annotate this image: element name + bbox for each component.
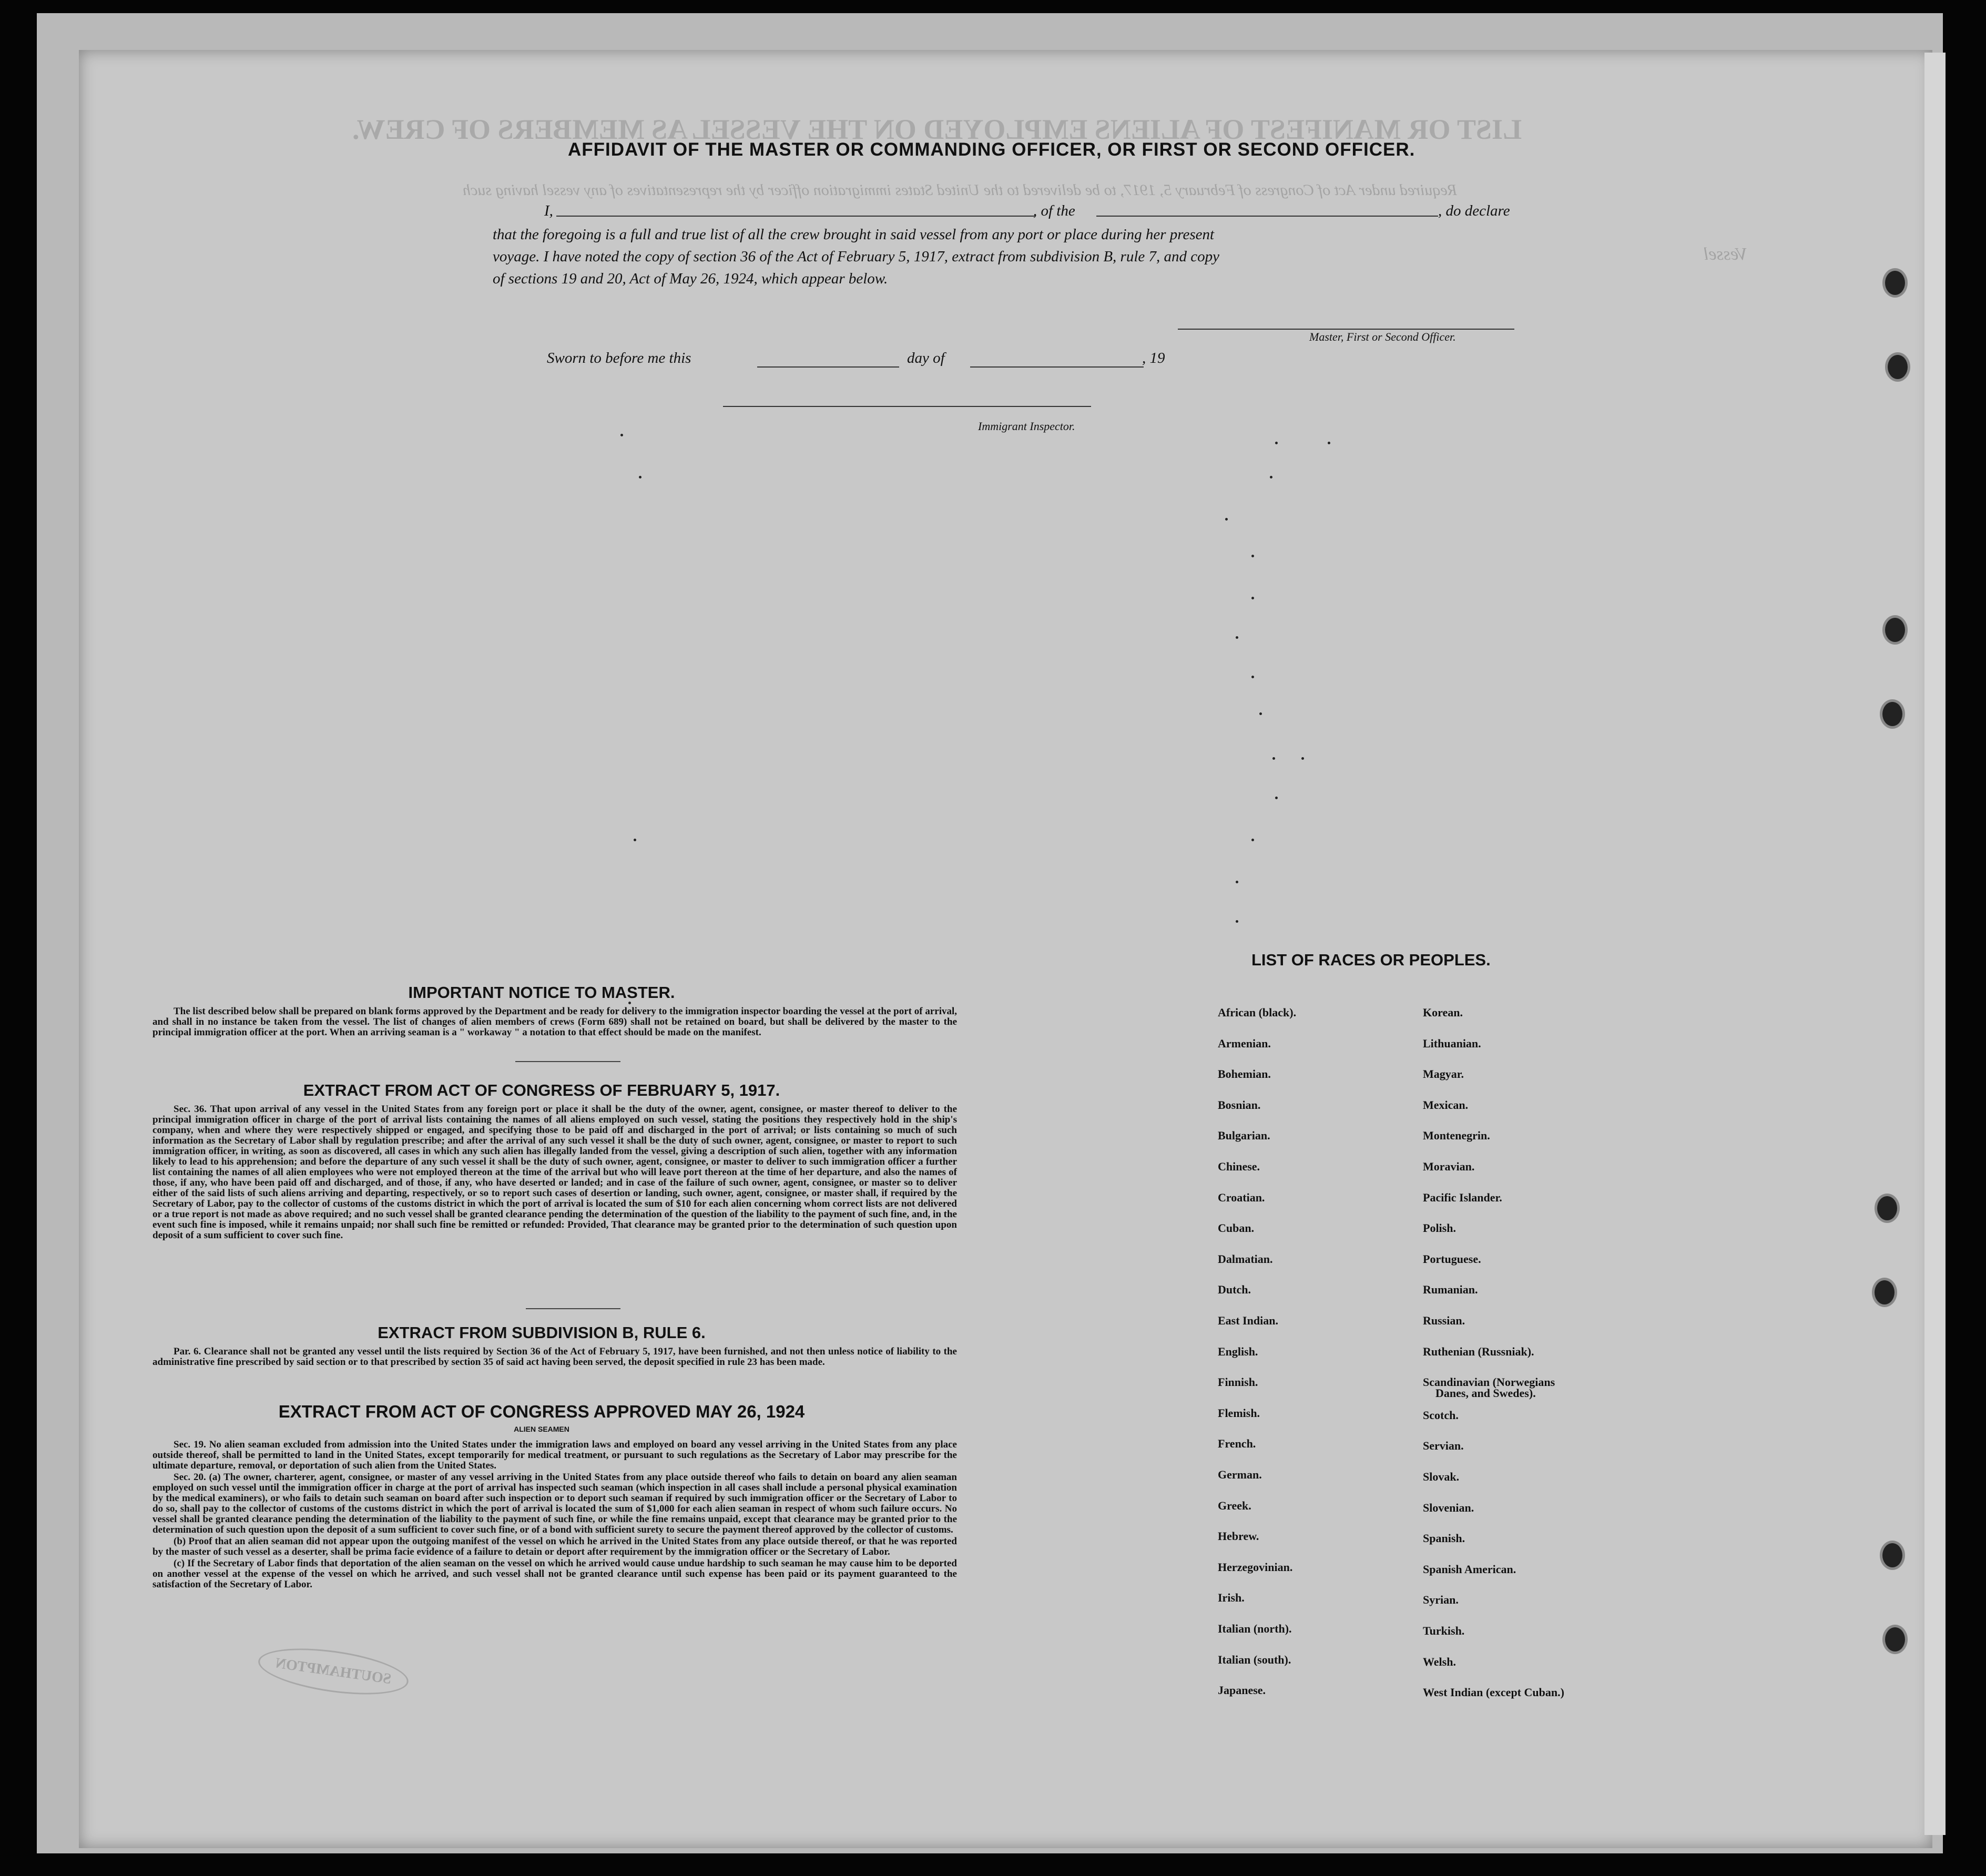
inspector-label: Immigrant Inspector. (978, 420, 1075, 433)
race-item: Polish. (1423, 1221, 1456, 1235)
binder-hole (1882, 268, 1908, 298)
race-item: Scandinavian (Norwegians (1423, 1375, 1555, 1389)
race-item: Ruthenian (Russniak). (1423, 1345, 1534, 1358)
race-item: Korean. (1423, 1006, 1463, 1019)
alien-seamen-subtitle: ALIEN SEAMEN (514, 1425, 569, 1433)
race-item: Spanish. (1423, 1532, 1465, 1545)
race-item: Magyar. (1423, 1067, 1464, 1080)
extract-1917-title: EXTRACT FROM ACT OF CONGRESS OF FEBRUARY 5, 1917. (303, 1081, 780, 1099)
ink-dot (1236, 636, 1238, 639)
binder-hole (1885, 352, 1910, 382)
ink-dot (1270, 476, 1272, 478)
sec-20c-paragraph: (c) If the Secretary of Labor finds that deportation of the alien seaman on the vessel on which he arrived would cause undue hardship to such seaman he may cause him to be deported on another vessel at the expense of the vessel on which he arrived, and such vessel shall not be granted clearance until such expense has been paid or its payment guaranteed to the satisfaction of the Secretary of Labor. (152, 1558, 957, 1590)
affidavit-i: I, (544, 202, 553, 219)
race-item: Greek. (1218, 1499, 1251, 1512)
sworn-text: Sworn to before me this (547, 350, 691, 366)
race-item: Russian. (1423, 1314, 1465, 1327)
race-item: Bulgarian. (1218, 1129, 1270, 1142)
race-item: Chinese. (1218, 1160, 1260, 1173)
race-item: Italian (south). (1218, 1653, 1291, 1666)
ink-dot (1301, 757, 1304, 760)
race-item: Hebrew. (1218, 1530, 1259, 1543)
race-item: Italian (north). (1218, 1622, 1292, 1635)
race-item: Bohemian. (1218, 1067, 1271, 1080)
notice-title: IMPORTANT NOTICE TO MASTER. (408, 983, 675, 1002)
rule6-text (152, 1347, 957, 1369)
race-item: Dalmatian. (1218, 1252, 1273, 1266)
binder-hole (1875, 1194, 1900, 1223)
day-field[interactable] (757, 366, 899, 368)
bleed-through-title: LIST OR MANIFEST OF ALIENS EMPLOYED ON THE VESSEL AS MEMBERS OF CREW. (352, 114, 1522, 145)
divider (526, 1308, 620, 1309)
ink-dot (1225, 518, 1228, 521)
race-item: East Indian. (1218, 1314, 1278, 1327)
races-title: LIST OF RACES OR PEOPLES. (1251, 951, 1491, 969)
race-item: African (black). (1218, 1006, 1297, 1019)
affidavit-title: AFFIDAVIT OF THE MASTER OR COMMANDING OFFICER, OR FIRST OR SECOND OFFICER. (568, 139, 1415, 160)
race-item: German. (1218, 1468, 1262, 1481)
race-item: West Indian (except Cuban.) (1423, 1686, 1564, 1699)
binder-hole (1882, 1625, 1908, 1654)
ink-dot (634, 839, 636, 841)
extract-1917-text (152, 1104, 957, 1242)
inspector-signature-line[interactable] (723, 406, 1091, 407)
race-item: Rumanian. (1423, 1283, 1478, 1296)
month-field[interactable] (970, 366, 1144, 368)
race-item: Armenian. (1218, 1037, 1271, 1050)
notice-text (152, 1006, 957, 1039)
ink-dot (1251, 597, 1254, 599)
race-item: Slovenian. (1423, 1501, 1474, 1514)
ink-dot (1275, 442, 1278, 444)
race-item: Flemish. (1218, 1406, 1260, 1420)
ink-dot (1272, 757, 1275, 760)
ink-dot (1236, 881, 1238, 883)
vessel-field[interactable] (1096, 216, 1438, 217)
race-item: Turkish. (1423, 1624, 1465, 1637)
race-item: Moravian. (1423, 1160, 1475, 1173)
race-item: French. (1218, 1437, 1256, 1450)
race-item: Montenegrin. (1423, 1129, 1490, 1142)
race-item: Finnish. (1218, 1375, 1258, 1389)
page-edge (1924, 53, 1946, 1835)
binder-hole (1880, 1541, 1905, 1570)
bleed-through-stamp: SOUTHAMPTON (256, 1640, 411, 1702)
race-item: Slovak. (1423, 1470, 1460, 1483)
name-field[interactable] (556, 216, 1035, 217)
master-label: Master, First or Second Officer. (1309, 330, 1456, 343)
rule6-title: EXTRACT FROM SUBDIVISION B, RULE 6. (378, 1323, 706, 1342)
race-item: Servian. (1423, 1439, 1464, 1452)
race-item: Welsh. (1423, 1655, 1456, 1668)
bleed-through-vessel: Vessel (1704, 244, 1748, 264)
ink-dot (1328, 442, 1330, 444)
year-text: , 19 (1142, 350, 1165, 366)
race-item: Herzegovinian. (1218, 1561, 1293, 1574)
race-item: Scotch. (1423, 1409, 1459, 1422)
ink-dot (1259, 712, 1262, 715)
affidavit-declare: , do declare (1438, 202, 1510, 219)
divider (515, 1061, 620, 1062)
binder-hole (1882, 615, 1908, 645)
race-item: Bosnian. (1218, 1098, 1261, 1112)
race-item: Syrian. (1423, 1593, 1459, 1606)
bleed-through-required: Required under Act of Congress of February 5, 1917, to be delivered to the United States immigration officer by the representatives of any vessel having such (463, 181, 1458, 199)
par-6-paragraph: Par. 6. Clearance shall not be granted any vessel until the lists required by Section 36 of the Act of February 5, 1917, have been furnished, and not then unless notice of liability to the administrative fine prescribed by said section or to that prescribed by section 35 of said act having been served, the deposit specified in rule 23 has been made. (152, 1346, 957, 1368)
race-item: Lithuanian. (1423, 1037, 1481, 1050)
sec-20b-paragraph: (b) Proof that an alien seaman did not appear upon the outgoing manifest of the vessel on which he arrived in the United States from any place outside thereof, or that he was reported by the master of such vessel as a deserter, shall be prima facie evidence of a failure to detain or deport after requirement by the immigration officer or the Secretary of Labor. (152, 1536, 957, 1557)
race-item: Cuban. (1218, 1221, 1255, 1235)
race-item: Spanish American. (1423, 1563, 1516, 1576)
affidavit-line-4: of sections 19 and 20, Act of May 26, 1924, which appear below. (493, 270, 888, 287)
sec-20a-paragraph: Sec. 20. (a) The owner, charterer, agent, consignee, or master of any vessel arriving in the United States from any place outside thereof who fails to detain on board any alien seaman employed on such vessel until the immigration officer in charge at the port of arrival has inspected such seaman (which inspection in all cases shall include a personal physical examination by the medical examiners), or who fails to detain such seaman on board after such inspection or to deport such seaman if required by such immigration officer or the Secretary of Labor to do so, shall pay to the collector of customs of the customs district in which the port of arrival is located the sum of $1,000 for each alien seaman in respect of whom such failure occurs. No vessel shall be granted clearance pending the determination of the liability to the payment of such fine, or while the fine remains unpaid, except that clearance may be granted prior to the determination of such question upon the deposit of a sum sufficient to cover such fine, or of a bond with sufficient surety to secure the payment thereof approved by the collector of customs. (152, 1472, 957, 1535)
affidavit-of-the: , of the (1033, 202, 1075, 219)
ink-dot (1251, 839, 1254, 841)
race-item: English. (1218, 1345, 1258, 1358)
race-item: Portuguese. (1423, 1252, 1481, 1266)
master-signature-line[interactable] (1178, 329, 1514, 330)
race-item: Japanese. (1218, 1684, 1266, 1697)
ink-dot (639, 476, 641, 478)
race-item: Irish. (1218, 1591, 1245, 1604)
affidavit-line-3: voyage. I have noted the copy of section 36 of the Act of February 5, 1917, extract from subdivision B, rule 7, and copy (493, 248, 1220, 265)
sec-19-paragraph: Sec. 19. No alien seaman excluded from admission into the United States under the immigration laws and employed on board any vessel arriving in the United States from any place outside thereof, shall be permitted to land in the United States, except temporarily for medical treatment, or pursuant to such regulations as the Secretary of Labor may prescribe for the ultimate departure, removal, or deportation of such alien from the United States. (152, 1439, 957, 1471)
binder-hole (1872, 1278, 1897, 1307)
race-scandinavian-continued: Danes, and Swedes). (1435, 1386, 1536, 1400)
ink-dot (1251, 555, 1254, 557)
race-item: Pacific Islander. (1423, 1191, 1502, 1204)
notice-paragraph: The list described below shall be prepared on blank forms approved by the Department and be ready for delivery to the immigration inspector boarding the vessel at the port of arrival, and shall in no instance be taken from the vessel. The list of changes of alien members of crews (Form 689) shall not be retained on board, but shall be delivered by the master to the principal immigration officer at the port. When an arriving seaman is a " workaway " a notation to that effect should be made on the manifest. (152, 1006, 957, 1038)
affidavit-line-2: that the foregoing is a full and true list of all the crew brought in said vessel from any port or place during her present (493, 226, 1215, 243)
ink-dot (1251, 676, 1254, 678)
ink-dot (1236, 920, 1238, 923)
day-of-text: day of (907, 350, 945, 366)
race-item: Dutch. (1218, 1283, 1251, 1296)
sec-36-paragraph: Sec. 36. That upon arrival of any vessel in the United States from any foreign port or place it shall be the duty of the owner, agent, consignee, or master thereof to deliver to the principal immigration officer in charge of the port of arrival lists containing the names of all aliens employed on such vessel, stating the positions they respectively hold in the ship's company, when and where they were respectively shipped or engaged, and specifying those to be paid off and discharged in the port of arrival; or lists containing so much of such information as the Secretary of Labor shall by regulation prescribe; and after the arrival of any such vessel it shall be the duty of such owner, agent, consignee, or master to report to such immigration officer, in writing, as soon as discovered, all cases in which any such alien has illegally landed from the vessel, giving a description of such alien, together with any information likely to lead to his apprehension; and before the departure of any such vessel it shall be the duty of such owner, agent, consignee, or master to deliver to such immigration officer a further list containing the names of all alien employees who were not employed thereon at the time of the arrival but who will leave port thereon at the time of her departure, and also the names of those, if any, who have been paid off and discharged, and of those, if any, who have deserted or landed; and in case of the failure of such owner, agent, consignee, or master so to deliver either of the said lists of such aliens arriving and departing, respectively, or so to report such cases of desertion or landing, such owner, agent, consignee, or master shall, if required by the Secretary of Labor, pay to the collector of customs of the customs district in which the port of arrival is located the sum of $10 for each alien concerning whom correct lists are not delivered or a true report is not made as above required; and no such vessel shall be granted clearance pending the determination of the question of the liability to the payment of such fine, and, in the event such fine is imposed, while it remains unpaid; nor shall such fine be remitted or refunded: Provided, That clearance may be granted prior to the determination of such question upon deposit of a sum sufficient to cover such fine. (152, 1104, 957, 1241)
race-item: Mexican. (1423, 1098, 1469, 1112)
ink-dot (1275, 797, 1278, 799)
binder-hole (1880, 699, 1905, 729)
extract-1924-title: EXTRACT FROM ACT OF CONGRESS APPROVED MAY 26, 1924 (278, 1402, 805, 1421)
extract-1924-text (152, 1440, 957, 1591)
race-item: Croatian. (1218, 1191, 1265, 1204)
ink-dot (620, 434, 623, 436)
